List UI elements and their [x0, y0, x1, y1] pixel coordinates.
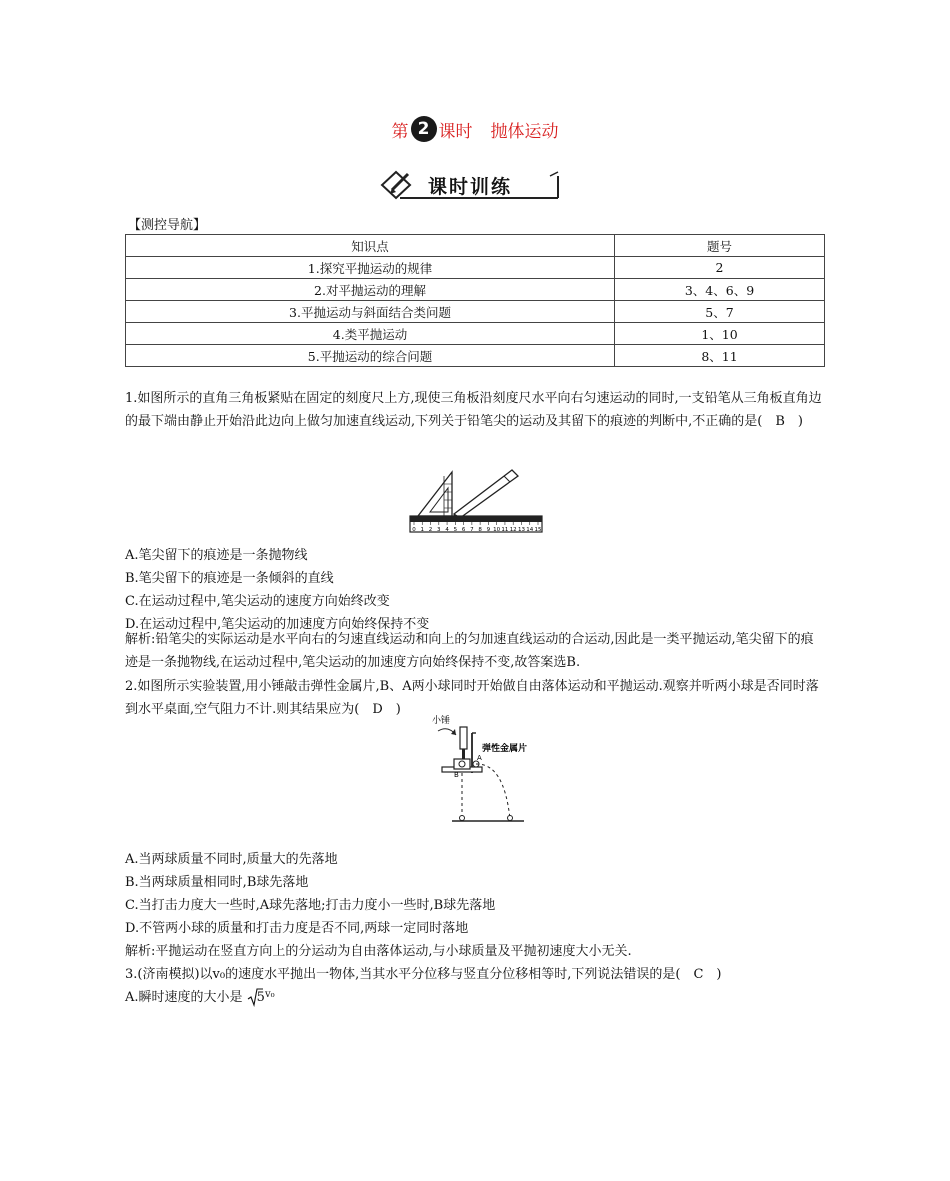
q2-analysis: 解析:平抛运动在竖直方向上的分运动为自由落体运动,与小球质量及平抛初速度大小无关. [125, 944, 632, 959]
lesson-number-badge: 2 [411, 116, 437, 142]
ruler-tick-label: 0 [412, 527, 416, 533]
q1-option-a: A.笔尖留下的痕迹是一条抛物线 [125, 548, 308, 563]
ruler-tick-label: 4 [445, 527, 449, 533]
ruler-tick-label: 8 [478, 527, 482, 533]
q2-option-a: A.当两球质量不同时,质量大的先落地 [125, 852, 338, 867]
sqrt-expression [247, 987, 275, 1007]
ball-b-label: B [454, 771, 459, 779]
table-row [126, 301, 825, 323]
q1-stem: 1.如图所示的直角三角板紧贴在固定的刻度尺上方,现使三角板沿刻度尺水平向右匀速运动的同时,一支铅笔从三角板直角边的最下端由静止开始沿此边向上做匀加速直线运动,下列关于铅笔尖的运动及其留下的痕迹的判断中,不正确的是( B ) [125, 391, 822, 429]
ruler-tick-label: 14 [526, 527, 534, 533]
table-row [126, 257, 825, 279]
topic-cell: 1.探究平抛运动的规律 [126, 257, 615, 279]
title-topic: 抛体运动 [490, 121, 559, 142]
numbers-cell: 8、11 [615, 345, 825, 367]
ruler-tick-label: 12 [509, 527, 517, 533]
ball-a-label: A [477, 754, 482, 762]
q1-option-d: D.在运动过程中,笔尖运动的加速度方向始终保持不变 [125, 617, 430, 632]
ruler-tick-label: 6 [461, 527, 466, 533]
topic-cell: 5.平抛运动的综合问题 [126, 345, 615, 367]
q3-option-a-prefix: A.瞬时速度的大小是 [125, 990, 243, 1005]
title-prefix: 第 [391, 121, 409, 142]
numbers-cell: 1、10 [615, 323, 825, 345]
q2-figure [432, 715, 542, 831]
q3-velocity-symbol: v₀ [264, 989, 275, 1000]
col-header-numbers: 题号 [615, 235, 825, 257]
ruler-tick-label: 13 [517, 527, 525, 533]
ruler-tick-label: 15 [534, 527, 542, 533]
q1-analysis: 解析:铅笔尖的实际运动是水平向右的匀速直线运动和向上的匀加速直线运动的合运动,因此是一类平抛运动,笔尖留下的痕迹是一条抛物线,在运动过程中,笔尖运动的加速度方向始终保持不变,故答案选B. [125, 632, 814, 670]
q3-stem: 3.(济南模拟)以v₀的速度水平抛出一物体,当其水平分位移与竖直分位移相等时,下列说法错误的是( C ) [125, 967, 722, 982]
ruler-tick-label: 3 [437, 527, 441, 533]
q2-option-b: B.当两球质量相同时,B球先落地 [125, 875, 309, 890]
sqrt-radicand: 5 [256, 990, 265, 1005]
topic-cell: 3.平抛运动与斜面结合类问题 [126, 301, 615, 323]
hammer-label: 小锤 [432, 716, 451, 726]
numbers-cell: 2 [615, 257, 825, 279]
ruler-tick-label: 7 [470, 527, 474, 533]
q2-option-d: D.不管两小球的质量和打击力度是否不同,两球一定同时落地 [125, 921, 469, 936]
q1-option-b: B.笔尖留下的痕迹是一条倾斜的直线 [125, 571, 334, 586]
q2-stem: 2.如图所示实验装置,用小锤敲击弹性金属片,B、A两小球同时开始做自由落体运动和平抛运动.观察并听两小球是否同时落到水平桌面,空气阻力不计.则其结果应为( D ) [125, 679, 819, 717]
q1-option-c: C.在运动过程中,笔尖运动的速度方向始终改变 [125, 594, 390, 609]
table-row [126, 279, 825, 301]
q2-option-c: C.当打击力度大一些时,A球先落地;打击力度小一些时,B球先落地 [125, 898, 496, 913]
ruler-tick-label: 5 [453, 527, 458, 533]
triangle-ruler-figure [408, 464, 552, 534]
table-row [126, 323, 825, 345]
q3-option-a [125, 986, 275, 1007]
numbers-cell: 3、4、6、9 [615, 279, 825, 301]
title-suffix: 课时 [438, 121, 473, 142]
table-header-row [126, 235, 825, 257]
section-banner [380, 168, 560, 202]
col-header-topic: 知识点 [126, 235, 615, 257]
numbers-cell: 5、7 [615, 301, 825, 323]
ruler-tick-label: 2 [428, 527, 433, 533]
ruler-tick-label: 10 [493, 527, 501, 533]
plate-label: 弹性金属片 [482, 744, 528, 754]
topic-cell: 2.对平抛运动的理解 [126, 279, 615, 301]
topic-cell: 4.类平抛运动 [126, 323, 615, 345]
ruler-tick-label: 1 [420, 527, 425, 533]
ruler-tick-label: 9 [486, 527, 491, 533]
nav-label: 【测控导航】 [128, 218, 207, 233]
q1-figure [408, 464, 552, 534]
nav-table [125, 234, 825, 367]
ruler-tick-label: 11 [501, 527, 509, 533]
apparatus-figure [432, 715, 542, 831]
table-row [126, 345, 825, 367]
lesson-title [0, 116, 950, 142]
banner-text: 课时训练 [428, 176, 513, 198]
